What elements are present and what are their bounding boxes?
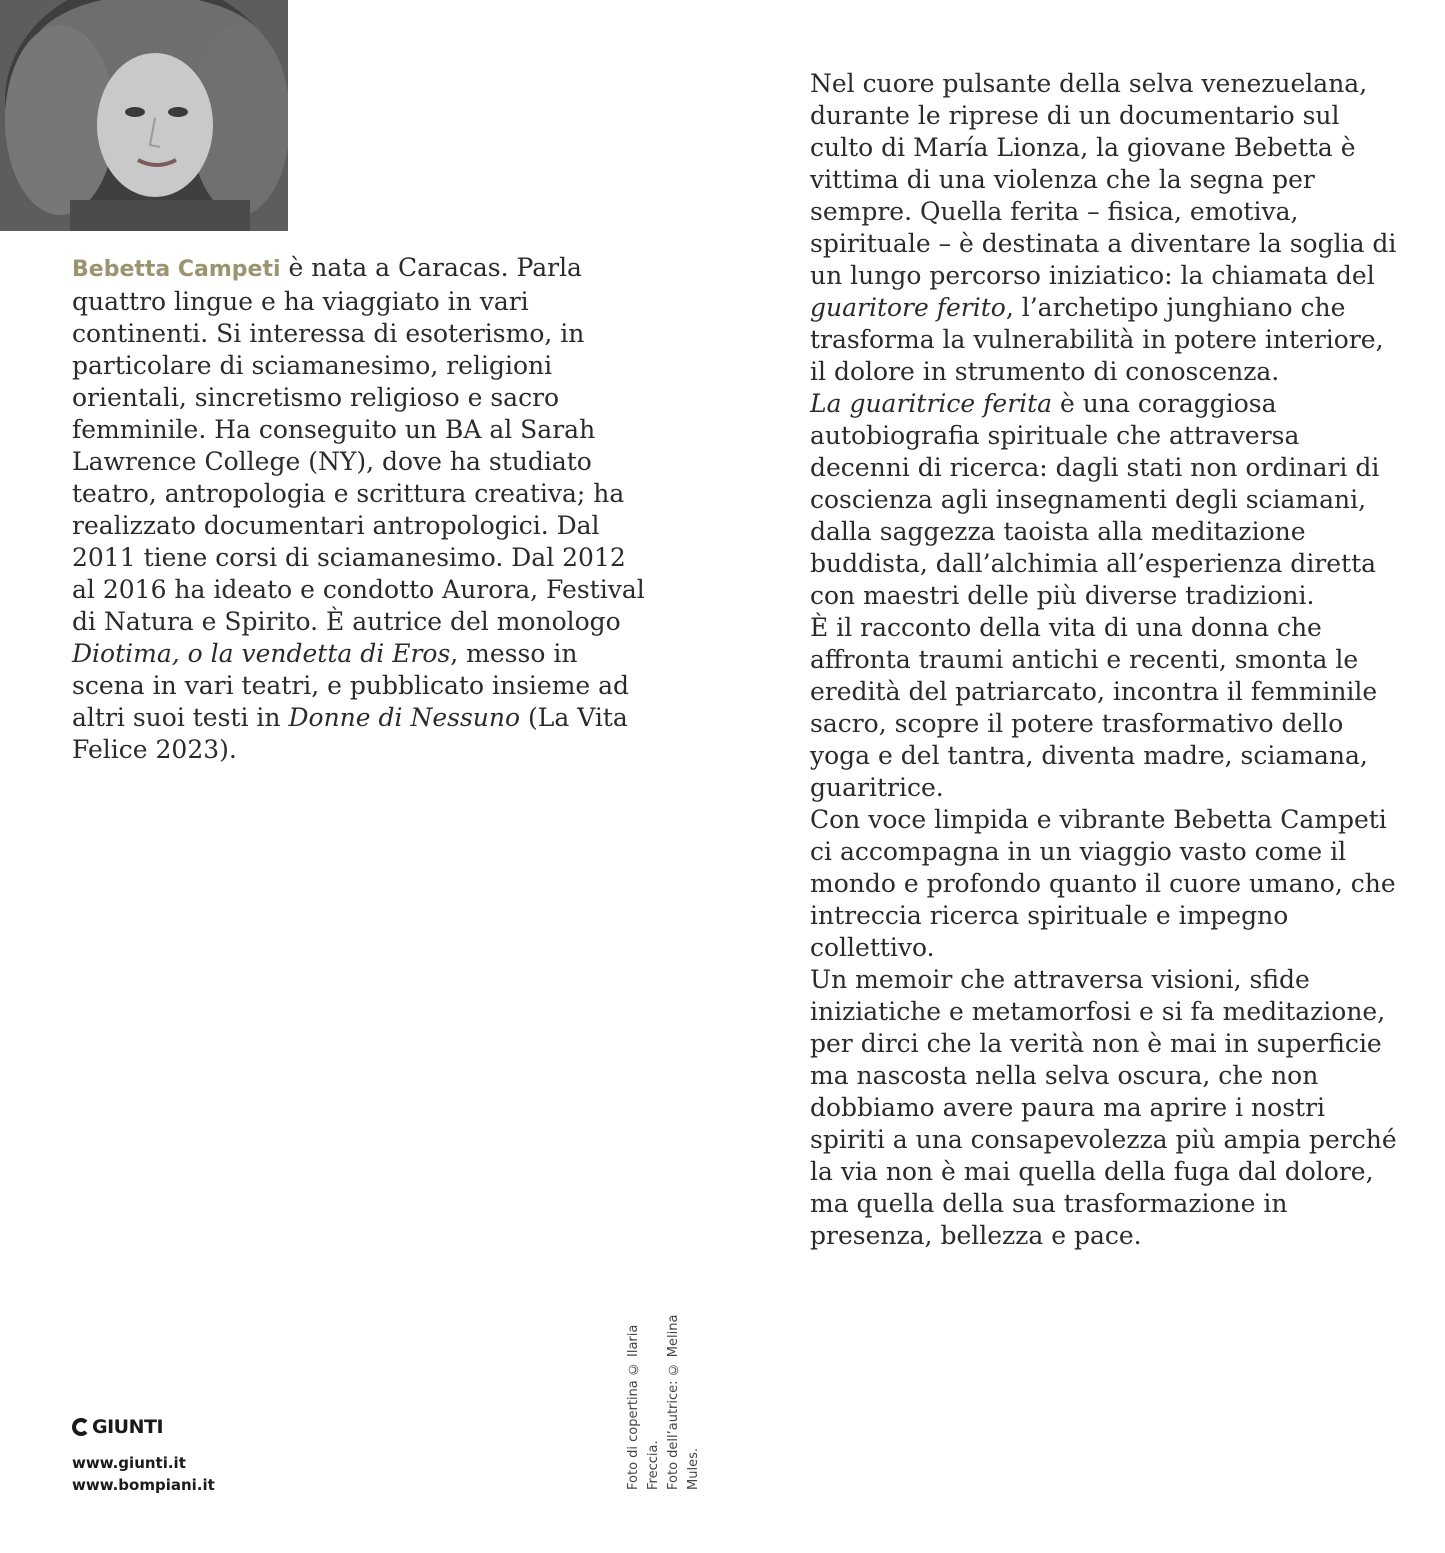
blurb-paragraph-1 — [810, 68, 1400, 388]
bio-work-title-2: Donne di Nessuno — [288, 703, 521, 732]
publisher-logo — [72, 1416, 163, 1438]
publisher-urls — [72, 1452, 215, 1496]
blurb-paragraph-3: È il racconto della vita di una donna che affronta traumi antichi e recenti, smonta le eredità del patriarcato, incontra il femminile sacro, scopre il potere trasformativo dello yoga e del tantra, diventa madre, sciamana, guaritrice. — [810, 613, 1378, 802]
book-blurb — [810, 68, 1400, 1252]
blurb-p1-emphasis: guaritore ferito — [810, 293, 1006, 322]
blurb-paragraph-4: Con voce limpida e vibrante Bebetta Campeti ci accompagna in un viaggio vasto come il mondo e profondo quanto il cuore umano, che intreccia ricerca spirituale e impegno collettivo. — [810, 805, 1396, 962]
blurb-book-title: La guaritrice ferita — [810, 389, 1053, 418]
bio-text-1: è nata a Caracas. Parla quattro lingue e ha viaggiato in vari continenti. Si interessa di esoterismo, in particolare di sciamanesimo, religioni orientali, sincretismo religioso e sacro femminile. Ha conseguito un BA al Sarah Lawrence College (NY), dove ha studiato teatro, antropologia e scrittura creativa; ha realizzato documentari antropologici. Dal 2011 tiene corsi di sciamanesimo. Dal 2012 al 2016 ha ideato e condotto Aurora, Festival di Natura e Spirito. È autrice del monologo — [72, 253, 645, 636]
publisher-url-bompiani: www.bompiani.it — [72, 1476, 215, 1494]
author-bio — [72, 252, 647, 766]
bio-text-3: (La Vita Felice 2023). — [72, 703, 628, 764]
author-bio-paragraph — [72, 252, 647, 766]
publisher-logo-text: GIUNTI — [92, 1416, 164, 1438]
cover-photo-credit: Foto di copertina © Ilaria Freccia. — [626, 1324, 661, 1490]
author-name: Bebetta Campeti — [72, 257, 281, 282]
bio-work-title-1: Diotima, o la vendetta di Eros — [72, 639, 451, 668]
photo-credits — [624, 1284, 704, 1490]
author-photo-credit: Foto dell’autrice: © Melina Mules. — [666, 1314, 701, 1490]
author-portrait-image — [0, 0, 288, 231]
blurb-paragraph-5: Un memoir che attraversa visioni, sfide iniziatiche e metamorfosi e si fa meditazione, per dirci che la verità non è mai in superficie ma nascosta nella selva oscura, che non dobbiamo avere paura ma aprire i nostri spiriti a una consapevolezza più ampia perché la via non è mai quella della fuga dal dolore, ma quella della sua trasformazione in presenza, bellezza e pace. — [810, 965, 1397, 1250]
bio-text-2: , messo in scena in vari teatri, e pubblicato insieme ad altri suoi testi in — [72, 639, 630, 732]
publisher-url-giunti: www.giunti.it — [72, 1454, 186, 1472]
blurb-paragraph-2 — [810, 388, 1400, 612]
blurb-p1-text-a: Nel cuore pulsante della selva venezuelana, durante le riprese di un documentario sul culto di María Lionza, la giovane Bebetta è vittima di una violenza che la segna per sempre. Quella ferita – fisica, emotiva, spirituale – è destinata a diventare la soglia di un lungo percorso iniziatico: la chiamata del — [810, 69, 1397, 290]
blurb-p2-text: è una coraggiosa autobiografia spirituale che attraversa decenni di ricerca: dagli stati non ordinari di coscienza agli insegnamenti degli sciamani, dalla saggezza taoista alla meditazione buddista, dall’alchimia all’esperienza diretta con maestri delle più diverse tradizioni. — [810, 389, 1380, 610]
blurb-p1-text-b: , l’archetipo junghiano che trasforma la vulnerabilità in potere interiore, il dolore in strumento di conoscenza. — [810, 293, 1384, 386]
author-photo — [0, 0, 288, 231]
giunti-logo-icon — [72, 1418, 90, 1436]
